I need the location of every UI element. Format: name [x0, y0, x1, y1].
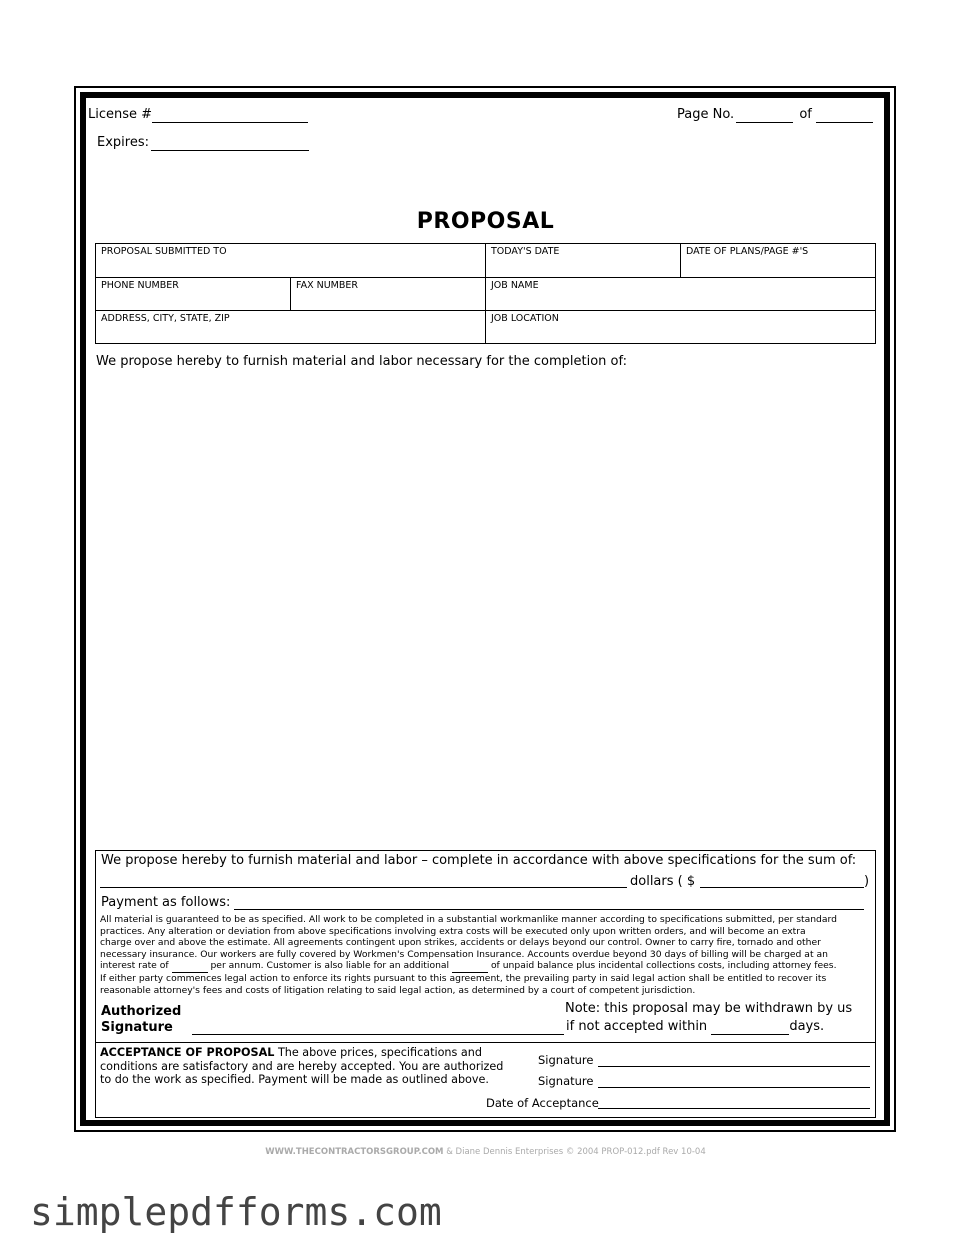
terms-line-4: necessary insurance. Our workers are fully covered by Workmen's Compensation Insurance. Accounts overdue beyond 30 days of billing will be charged at an — [100, 948, 828, 960]
footer-copyright — [0, 1147, 971, 1157]
additional-percent-input[interactable] — [452, 960, 488, 973]
fax-cell[interactable] — [291, 278, 486, 311]
expires-input[interactable] — [151, 135, 309, 151]
license-field — [88, 107, 308, 123]
fax-label: FAX NUMBER — [296, 280, 358, 291]
date-of-acceptance-label: Date of Acceptance — [486, 1096, 599, 1110]
date-of-plans-label: DATE OF PLANS/PAGE #'S — [686, 246, 809, 257]
specifications-area[interactable] — [96, 376, 874, 842]
phone-cell[interactable] — [96, 278, 291, 311]
withdrawal-note-line-2 — [566, 1019, 824, 1035]
interest-rate-input[interactable] — [172, 960, 208, 973]
signature-2-label: Signature — [538, 1074, 594, 1088]
terms-line-5 — [100, 960, 872, 973]
job-location-cell[interactable] — [486, 311, 875, 343]
page-no-input[interactable] — [736, 107, 793, 123]
address-cell[interactable] — [96, 311, 486, 343]
signature-2-input[interactable] — [598, 1087, 870, 1088]
job-name-label: JOB NAME — [491, 280, 539, 291]
sum-statement: We propose hereby to furnish material and labor – complete in accordance with above specifications for the sum of: — [101, 853, 857, 868]
payment-label: Payment as follows: — [101, 895, 231, 910]
date-of-plans-cell[interactable] — [681, 244, 875, 278]
days-input[interactable] — [711, 1019, 789, 1035]
page-number-field — [677, 107, 873, 123]
authorized-label: Authorized — [101, 1004, 182, 1019]
address-label: ADDRESS, CITY, STATE, ZIP — [101, 313, 230, 324]
expires-field — [97, 135, 309, 151]
withdrawal-note-line-1: Note: this proposal may be withdrawn by us — [565, 1001, 853, 1016]
license-label: License # — [88, 107, 153, 122]
terms-additional-label: per annum. Customer is also liable for an additional — [210, 960, 450, 972]
close-paren: ) — [864, 874, 870, 889]
acceptance-heading: ACCEPTANCE OF PROPOSAL — [100, 1046, 275, 1059]
terms-text — [100, 914, 872, 996]
acceptance-divider — [95, 1042, 876, 1043]
watermark: simplepdfforms.com — [30, 1190, 442, 1234]
terms-line-1: All material is guaranteed to be as specified. All work to be completed in a substantial workmanlike manner according to specifications submitted, per standard — [100, 914, 837, 925]
info-grid — [95, 243, 876, 344]
todays-date-cell[interactable] — [486, 244, 681, 278]
job-location-label: JOB LOCATION — [491, 313, 559, 324]
footer-site-link[interactable]: WWW.THECONTRACTORSGROUP.COM — [265, 1147, 444, 1157]
authorized-signature-label — [101, 1004, 181, 1036]
expires-label: Expires: — [97, 135, 149, 150]
terms-line-3: charge over and above the estimate. All agreements contingent upon strikes, accidents or delays beyond our control. Owner to carry fire, tornado and other — [100, 937, 821, 949]
acceptance-text — [100, 1046, 512, 1087]
dollars-label: dollars ( $ — [630, 874, 696, 889]
todays-date-label: TODAY'S DATE — [491, 246, 560, 257]
license-input[interactable] — [152, 107, 308, 123]
of-label: of — [799, 107, 812, 122]
sum-words-input[interactable] — [100, 887, 627, 888]
date-of-acceptance-input[interactable] — [598, 1108, 870, 1109]
authorized-signature-input[interactable] — [192, 1034, 564, 1035]
signature-1-input[interactable] — [598, 1066, 870, 1067]
terms-line-6: If either party commences legal action to enforce its rights pursuant to this agreement, the prevailing party in said legal action shall be entitled to recover its — [100, 972, 827, 984]
page-no-label: Page No. — [677, 107, 735, 122]
terms-line-7: reasonable attorney's fees and costs of litigation relating to said legal action, as determined by a court of competent jurisdiction. — [100, 984, 696, 996]
signature-1-label: Signature — [538, 1053, 594, 1067]
not-accepted-label: if not accepted within — [566, 1019, 708, 1034]
job-name-cell[interactable] — [486, 278, 875, 311]
terms-line-2: practices. Any alteration or deviation from above specifications involving extra costs will be executed only upon written orders, and will become an extra — [100, 925, 806, 937]
signature-label: Signature — [101, 1020, 173, 1035]
page-title: PROPOSAL — [416, 209, 555, 234]
phone-label: PHONE NUMBER — [101, 280, 179, 291]
submitted-to-cell[interactable] — [96, 244, 486, 278]
acceptance-body: The above prices, specifications and conditions are satisfactory and are hereby accepted. You are authorized to do the work as specified. Payment will be made as outlined above. — [100, 1046, 504, 1086]
page-total-input[interactable] — [816, 107, 873, 123]
intro-text: We propose hereby to furnish material and labor necessary for the completion of: — [96, 354, 627, 369]
footer-rest: & Diane Dennis Enterprises © 2004 PROP-012.pdf Rev 10-04 — [443, 1147, 706, 1157]
submitted-to-label: PROPOSAL SUBMITTED TO — [101, 246, 227, 257]
days-label: days. — [789, 1019, 825, 1034]
sum-amount-input[interactable] — [700, 887, 864, 888]
terms-collections-label: of unpaid balance plus incidental collections costs, including attorney fees. — [490, 960, 837, 972]
payment-input[interactable] — [234, 909, 864, 910]
terms-interest-label: interest rate of — [100, 960, 169, 972]
